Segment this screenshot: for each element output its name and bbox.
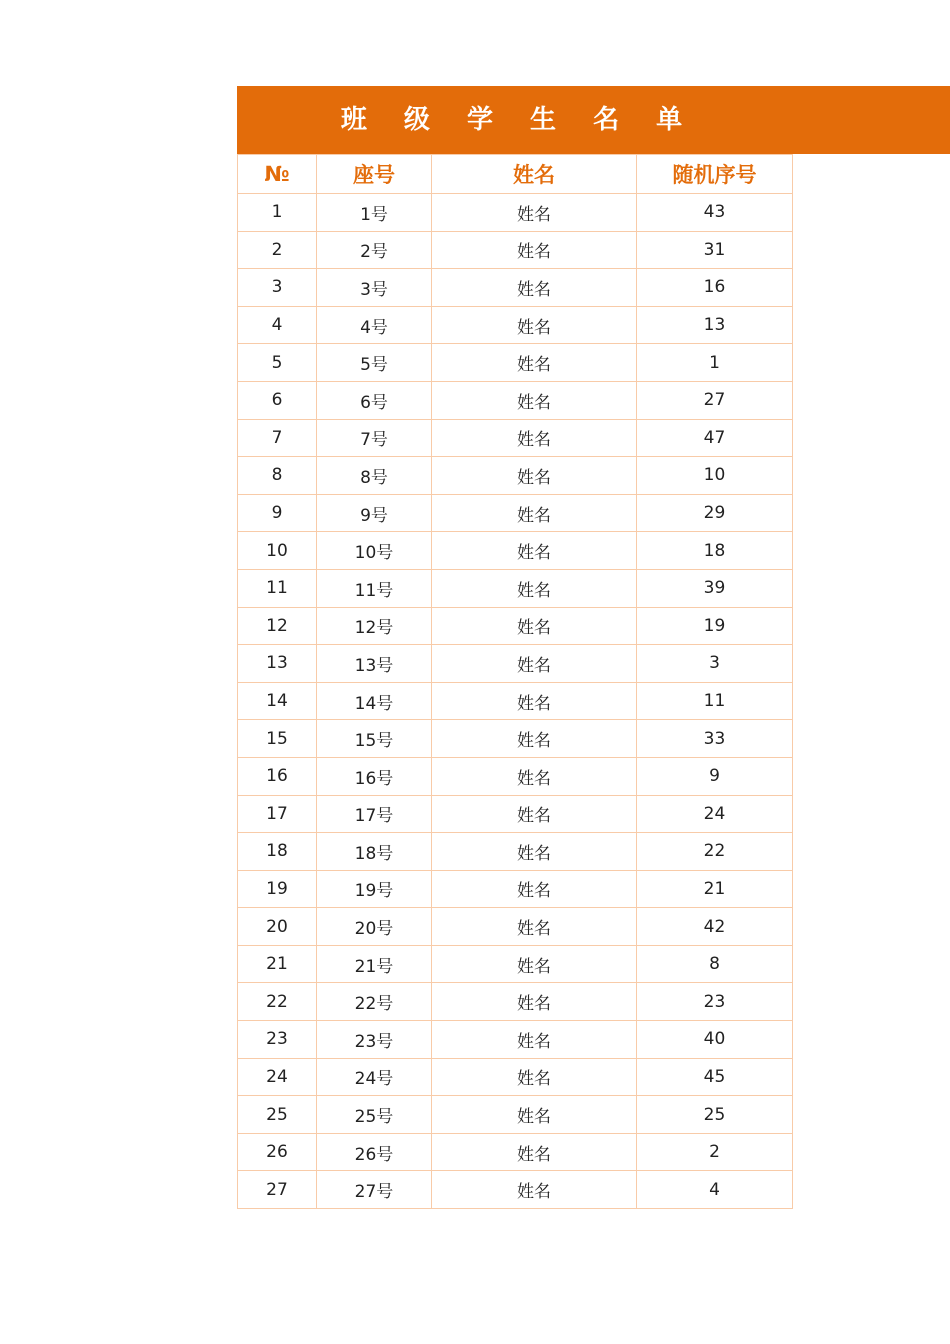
header-number: №: [238, 155, 317, 194]
cell-name: 姓名: [432, 306, 637, 344]
table-row: [238, 1171, 793, 1209]
cell-number: 4: [238, 306, 317, 344]
cell-name: 姓名: [432, 720, 637, 758]
cell-name: 姓名: [432, 870, 637, 908]
cell-number: 10: [238, 532, 317, 570]
table-row: [238, 231, 793, 269]
table-row: [238, 569, 793, 607]
cell-random-order: 45: [637, 1058, 793, 1096]
cell-random-order: 4: [637, 1171, 793, 1209]
cell-number: 26: [238, 1133, 317, 1171]
table-row: [238, 269, 793, 307]
cell-random-order: 1: [637, 344, 793, 382]
cell-random-order: 10: [637, 457, 793, 495]
cell-seat: 8号: [317, 457, 432, 495]
cell-seat: 14号: [317, 682, 432, 720]
cell-random-order: 9: [637, 757, 793, 795]
table-row: [238, 645, 793, 683]
cell-name: 姓名: [432, 682, 637, 720]
cell-seat: 5号: [317, 344, 432, 382]
cell-name: 姓名: [432, 645, 637, 683]
table-row: [238, 870, 793, 908]
cell-seat: 4号: [317, 306, 432, 344]
cell-seat: 7号: [317, 419, 432, 457]
table-body: [238, 194, 793, 1209]
cell-random-order: 27: [637, 381, 793, 419]
table-row: [238, 945, 793, 983]
table-row: [238, 795, 793, 833]
cell-name: 姓名: [432, 419, 637, 457]
cell-number: 7: [238, 419, 317, 457]
table-row: [238, 1096, 793, 1134]
cell-number: 6: [238, 381, 317, 419]
cell-name: 姓名: [432, 1058, 637, 1096]
cell-random-order: 42: [637, 908, 793, 946]
table-row: [238, 682, 793, 720]
cell-random-order: 3: [637, 645, 793, 683]
table-row: [238, 419, 793, 457]
table-row: [238, 306, 793, 344]
cell-random-order: 33: [637, 720, 793, 758]
cell-number: 23: [238, 1021, 317, 1059]
table-row: [238, 1058, 793, 1096]
page-title-text: 班 级 学 生 名 单: [340, 105, 697, 135]
cell-seat: 23号: [317, 1021, 432, 1059]
table-row: [238, 908, 793, 946]
table-row: [238, 381, 793, 419]
table-row: [238, 1021, 793, 1059]
cell-name: 姓名: [432, 1096, 637, 1134]
cell-seat: 20号: [317, 908, 432, 946]
cell-name: 姓名: [432, 344, 637, 382]
table-row: [238, 194, 793, 232]
cell-number: 13: [238, 645, 317, 683]
cell-name: 姓名: [432, 607, 637, 645]
table-row: [238, 833, 793, 871]
cell-name: 姓名: [432, 569, 637, 607]
cell-seat: 13号: [317, 645, 432, 683]
cell-random-order: 23: [637, 983, 793, 1021]
title-banner: [237, 86, 950, 154]
cell-number: 15: [238, 720, 317, 758]
cell-seat: 18号: [317, 833, 432, 871]
cell-name: 姓名: [432, 757, 637, 795]
cell-random-order: 24: [637, 795, 793, 833]
cell-random-order: 47: [637, 419, 793, 457]
cell-number: 12: [238, 607, 317, 645]
cell-number: 25: [238, 1096, 317, 1134]
cell-number: 21: [238, 945, 317, 983]
cell-seat: 21号: [317, 945, 432, 983]
cell-number: 2: [238, 231, 317, 269]
cell-name: 姓名: [432, 795, 637, 833]
cell-name: 姓名: [432, 532, 637, 570]
cell-number: 18: [238, 833, 317, 871]
cell-name: 姓名: [432, 1133, 637, 1171]
header-random-order: 随机序号: [637, 155, 793, 194]
cell-seat: 16号: [317, 757, 432, 795]
cell-seat: 25号: [317, 1096, 432, 1134]
cell-seat: 11号: [317, 569, 432, 607]
cell-number: 19: [238, 870, 317, 908]
cell-random-order: 8: [637, 945, 793, 983]
student-roster-table: [237, 154, 793, 1209]
cell-name: 姓名: [432, 1021, 637, 1059]
cell-random-order: 39: [637, 569, 793, 607]
table-row: [238, 607, 793, 645]
cell-seat: 26号: [317, 1133, 432, 1171]
table-row: [238, 720, 793, 758]
cell-random-order: 19: [637, 607, 793, 645]
page-title: [237, 86, 950, 154]
cell-name: 姓名: [432, 908, 637, 946]
cell-random-order: 43: [637, 194, 793, 232]
table-row: [238, 1133, 793, 1171]
cell-number: 17: [238, 795, 317, 833]
cell-name: 姓名: [432, 457, 637, 495]
cell-random-order: 29: [637, 494, 793, 532]
cell-name: 姓名: [432, 194, 637, 232]
cell-seat: 24号: [317, 1058, 432, 1096]
cell-number: 27: [238, 1171, 317, 1209]
table-row: [238, 494, 793, 532]
cell-number: 16: [238, 757, 317, 795]
cell-seat: 15号: [317, 720, 432, 758]
cell-random-order: 25: [637, 1096, 793, 1134]
cell-random-order: 21: [637, 870, 793, 908]
table-row: [238, 457, 793, 495]
cell-seat: 27号: [317, 1171, 432, 1209]
cell-seat: 17号: [317, 795, 432, 833]
cell-number: 5: [238, 344, 317, 382]
cell-name: 姓名: [432, 833, 637, 871]
cell-name: 姓名: [432, 269, 637, 307]
header-seat: 座号: [317, 155, 432, 194]
cell-random-order: 22: [637, 833, 793, 871]
table-header-row: [238, 155, 793, 194]
cell-random-order: 13: [637, 306, 793, 344]
cell-seat: 2号: [317, 231, 432, 269]
table-row: [238, 532, 793, 570]
cell-number: 3: [238, 269, 317, 307]
cell-number: 24: [238, 1058, 317, 1096]
cell-seat: 3号: [317, 269, 432, 307]
cell-seat: 22号: [317, 983, 432, 1021]
cell-name: 姓名: [432, 945, 637, 983]
table-row: [238, 983, 793, 1021]
cell-number: 20: [238, 908, 317, 946]
table-row: [238, 344, 793, 382]
cell-seat: 10号: [317, 532, 432, 570]
cell-name: 姓名: [432, 983, 637, 1021]
cell-seat: 19号: [317, 870, 432, 908]
cell-random-order: 31: [637, 231, 793, 269]
cell-name: 姓名: [432, 494, 637, 532]
cell-seat: 12号: [317, 607, 432, 645]
cell-number: 1: [238, 194, 317, 232]
cell-name: 姓名: [432, 1171, 637, 1209]
cell-random-order: 2: [637, 1133, 793, 1171]
table-row: [238, 757, 793, 795]
cell-name: 姓名: [432, 231, 637, 269]
cell-number: 14: [238, 682, 317, 720]
cell-seat: 1号: [317, 194, 432, 232]
cell-seat: 9号: [317, 494, 432, 532]
cell-seat: 6号: [317, 381, 432, 419]
cell-random-order: 11: [637, 682, 793, 720]
cell-number: 11: [238, 569, 317, 607]
cell-number: 8: [238, 457, 317, 495]
cell-random-order: 40: [637, 1021, 793, 1059]
header-name: 姓名: [432, 155, 637, 194]
cell-random-order: 16: [637, 269, 793, 307]
cell-name: 姓名: [432, 381, 637, 419]
cell-number: 9: [238, 494, 317, 532]
cell-random-order: 18: [637, 532, 793, 570]
cell-number: 22: [238, 983, 317, 1021]
